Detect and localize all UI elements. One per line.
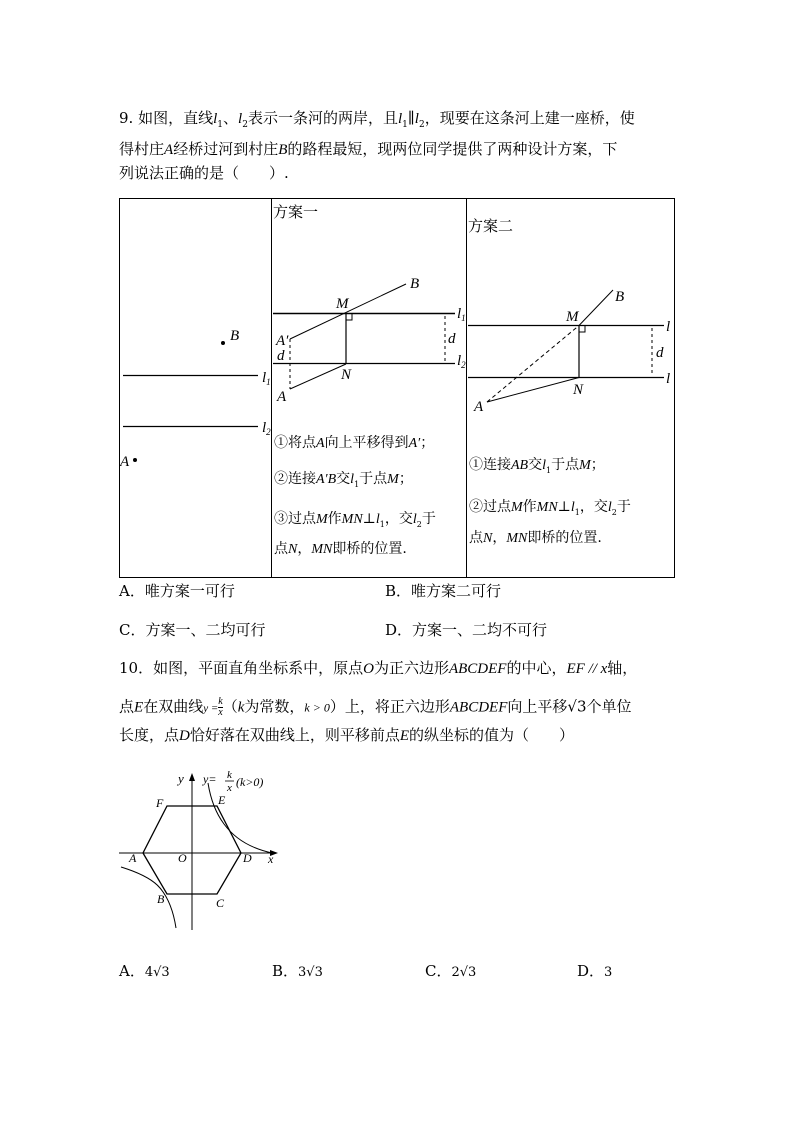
q10-line-2: 点E在双曲线y = $\frac{k}{x}$ （k为常数，k > 0）上，将正六边形ABCDEF向上平移√3个单位 xyxy=(119,696,632,718)
svg-text:l: l xyxy=(666,371,671,387)
svg-text:M: M xyxy=(336,296,349,312)
svg-text:k: k xyxy=(227,769,232,781)
y-axis-arrow xyxy=(189,773,195,781)
plan1-step-4: 点N，MN即桥的位置. xyxy=(274,541,407,557)
svg-text:B: B xyxy=(157,892,165,906)
plan1-step-2: ②连接A′B交$l_1$于点M； xyxy=(274,471,413,489)
q10-option-b[interactable]: B．3√3 xyxy=(272,962,323,980)
svg-text:O: O xyxy=(178,851,187,865)
plan1-step-3: ③过点M作$MN\perp l_1$，交$l_2$于 xyxy=(274,511,436,529)
svg-text:F: F xyxy=(156,796,164,810)
svg-text:M: M xyxy=(566,309,579,325)
plan2-step-1: ①连接AB交$l_1$于点M； xyxy=(469,457,605,475)
panel0-l1: $l_1$ xyxy=(262,370,271,387)
panel0-label-b: B xyxy=(230,328,240,344)
q10-line-1: 10．如图，平面直角坐标系中，原点O为正六边形ABCDEF的中心，EF // x轴， xyxy=(119,659,638,677)
svg-text:l1: $l_1$ xyxy=(457,306,466,323)
q9-option-c[interactable]: C．方案一、二均可行 xyxy=(119,621,266,639)
hyperbola-branch-3 xyxy=(121,867,176,928)
svg-text:N: N xyxy=(573,382,584,398)
q10-option-d[interactable]: D．3 xyxy=(577,962,613,980)
q9-line-3: 列说法正确的是（ ）. xyxy=(119,164,289,182)
svg-text:y: y xyxy=(178,771,184,786)
svg-text:A′: A′ xyxy=(276,333,289,349)
svg-text:N: N xyxy=(341,367,352,383)
q9-line-2: 得村庄A经桥过河到村庄B的路程最短，现两位同学提供了两种设计方案，下 xyxy=(119,140,618,158)
plan2-step-3: 点N，MN即桥的位置. xyxy=(469,530,602,546)
svg-text:A: A xyxy=(277,389,287,405)
svg-text:x: x xyxy=(268,852,274,866)
svg-text:x: x xyxy=(227,782,232,794)
q9-option-b[interactable]: B．唯方案二可行 xyxy=(385,582,502,600)
svg-text:B: B xyxy=(615,289,625,305)
svg-text:l: l xyxy=(666,319,671,335)
svg-text:A: A xyxy=(474,399,484,415)
svg-text:y=: y= xyxy=(203,772,217,786)
svg-text:A: A xyxy=(129,851,137,865)
svg-text:l2: $l_2$ xyxy=(457,353,466,370)
panel0-l2: $l_2$ xyxy=(262,420,271,437)
q9-option-a[interactable]: A．唯方案一可行 xyxy=(119,582,235,600)
svg-text:d: d xyxy=(656,345,664,361)
panel0-label-a: A xyxy=(120,454,130,470)
svg-text:d: d xyxy=(448,331,456,347)
plan2-title: 方案二 xyxy=(468,219,514,235)
plan1-title: 方案一 xyxy=(273,205,319,221)
q9-line-1: 9. 如图，直线$l_1$、$l_2$表示一条河的两岸，且$l_1\parallel l_2$，现要在这条河上建一座桥，使 xyxy=(119,109,635,130)
svg-text:E: E xyxy=(218,793,226,807)
svg-text:d: d xyxy=(277,348,285,364)
svg-text:D: D xyxy=(243,851,252,865)
q9-number: 9. xyxy=(119,109,134,127)
q10-line-3: 长度，点D恰好落在双曲线上，则平移前点E的纵坐标的值为（ ） xyxy=(119,726,575,744)
q9-option-d[interactable]: D．方案一、二均不可行 xyxy=(385,621,548,639)
svg-text:B: B xyxy=(410,276,420,292)
q10-option-c[interactable]: C．2√3 xyxy=(425,962,477,980)
svg-text:(k>0): (k>0) xyxy=(236,775,264,789)
q10-option-a[interactable]: A．4√3 xyxy=(119,962,170,980)
plan1-step-1: ①将点A向上平移得到A′； xyxy=(274,435,435,451)
plan2-step-2: ②过点M作$MN\perp l_1$，交$l_2$于 xyxy=(469,499,631,517)
svg-text:C: C xyxy=(216,896,225,910)
